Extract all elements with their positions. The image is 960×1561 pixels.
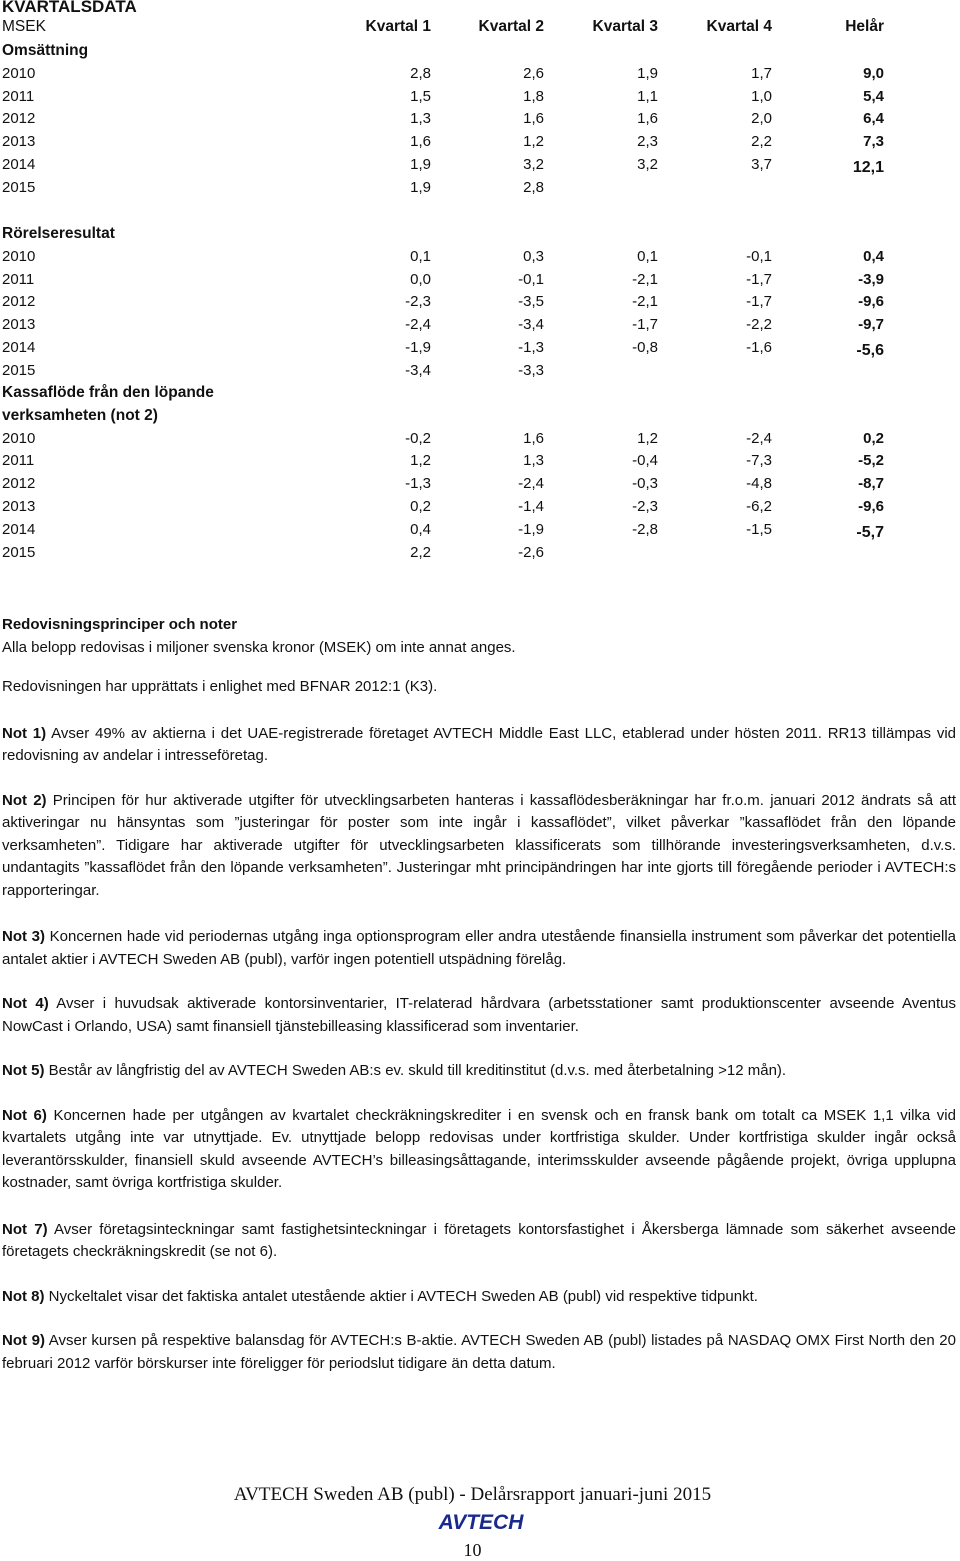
note-text: Avser kursen på respektive balansdag för AVTECH:s B-aktie. AVTECH Sweden AB (publ) listades på NASDAQ OMX First North den 20 februari 2012 varför börskurser inte föreligger för periodslut tidigare än detta datum. — [2, 1332, 956, 1372]
cell-q1: -1,3 — [405, 475, 431, 493]
cell-q1: -1,9 — [405, 339, 431, 356]
row-year: 2011 — [2, 87, 35, 105]
row-year: 2012 — [2, 110, 36, 128]
note-paragraph — [2, 926, 956, 971]
cell-full-year: 6,4 — [863, 110, 884, 128]
note-label: Not 8) — [2, 1287, 45, 1305]
cell-q4: -0,1 — [746, 247, 772, 265]
table-row — [0, 521, 960, 543]
cell-q2: -1,4 — [518, 498, 544, 515]
cell-q1: 0,1 — [410, 247, 431, 265]
note-paragraph — [2, 790, 956, 903]
note-label: Not 1) — [2, 724, 47, 742]
table-row — [0, 339, 960, 361]
table-row — [0, 498, 960, 520]
cell-q3: -0,4 — [632, 452, 658, 470]
cell-full-year: -5,2 — [858, 452, 884, 470]
cell-full-year: -8,7 — [858, 475, 884, 493]
cell-q4: -7,3 — [746, 452, 772, 470]
cell-q4: 3,7 — [751, 156, 772, 173]
cell-q1: 0,2 — [410, 498, 431, 515]
section-label-text: Omsättning — [2, 42, 89, 59]
cell-q1: 1,2 — [410, 452, 431, 470]
cell-full-year: 9,0 — [863, 64, 884, 82]
cell-q3: 3,2 — [637, 156, 658, 173]
note-paragraph — [2, 1219, 956, 1264]
avtech-logo-text: AVTECH — [438, 1511, 524, 1534]
cell-q4: -2,4 — [746, 429, 772, 447]
table-row — [0, 544, 960, 566]
note-paragraph — [2, 1060, 956, 1083]
cell-q4: 2,0 — [751, 110, 772, 128]
cell-full-year: -5,6 — [856, 342, 884, 359]
cell-q3: 1,9 — [637, 64, 658, 82]
note-text: Koncernen hade vid periodernas utgång inga optionsprogram eller andra utestående finansiella instrument som påverkar det potentiella antalet aktier i AVTECH Sweden AB (publ), varför ingen potentiell utspädning förelåg. — [2, 928, 956, 968]
note-text: Avser företagsinteckningar samt fastighetsinteckningar i företagets kontorsfastighet i Åkersberga lämnade som säkerhet avseende företagets checkräkningskredit (se not 6). — [2, 1220, 957, 1260]
table-row — [0, 316, 960, 338]
note-paragraph — [2, 993, 956, 1038]
cell-q4: -1,6 — [746, 339, 772, 356]
notes-paragraph-1: Alla belopp redovisas i miljoner svenska kronor (MSEK) om inte annat anges. — [2, 638, 516, 656]
cell-q1: -2,3 — [405, 293, 431, 311]
note-paragraph — [2, 1330, 956, 1375]
table-row — [0, 271, 960, 293]
cell-full-year: -9,6 — [858, 498, 884, 515]
note-text: Består av långfristig del av AVTECH Sweden AB:s ev. skuld till kreditinstitut (d.v.s. med återbetalning >12 mån). — [44, 1062, 787, 1079]
note-label: Not 5) — [2, 1062, 45, 1079]
cell-q4: 1,0 — [751, 87, 772, 105]
cell-q2: 1,8 — [523, 87, 544, 105]
cell-full-year: 5,4 — [863, 87, 884, 105]
table-row — [0, 248, 960, 270]
row-year: 2014 — [2, 156, 36, 173]
cell-q1: 0,4 — [410, 520, 431, 538]
note-label: Not 7) — [2, 1220, 48, 1238]
cell-q2: -0,1 — [518, 270, 544, 288]
section-label — [0, 42, 960, 64]
cell-q3: 1,1 — [637, 87, 658, 105]
table-row — [0, 293, 960, 315]
row-year: 2015 — [2, 178, 36, 196]
row-year: 2010 — [2, 247, 36, 265]
cell-q3: 1,2 — [637, 429, 658, 447]
note-text: Principen för hur aktiverade utgifter för utvecklingsarbeten hanteras i kassaflödesberäkningar har fr.o.m. januari 2012 ändrats så att aktiveringar nu hänsyntas som ”justeringar för poster som inte ingår i kassaflödet”, vilket påverkar ”kassaflödet från den löpande verksamheten”. Tidigare har aktiverade utgifter för utvecklingsarbeten klassificerats som tillhörande investeringsverksamheten, d.v.s. undantagits ”kassaflödet från den löpande verksamheten”. Justeringar mht principändringen har inte gjorts till föregående perioder i AVTECH:s rapporteringar. — [2, 791, 956, 899]
note-label: Not 9) — [2, 1332, 45, 1349]
cell-full-year: -9,6 — [858, 293, 884, 311]
table-row — [0, 452, 960, 474]
row-year: 2010 — [2, 64, 36, 82]
cell-full-year: -9,7 — [858, 316, 884, 334]
cell-q1: 1,3 — [410, 110, 431, 128]
row-year: 2010 — [2, 429, 36, 447]
cell-q2: -1,9 — [518, 520, 544, 538]
row-year: 2012 — [2, 293, 36, 311]
cell-q4: -4,8 — [746, 475, 772, 493]
page-title: KVARTALSDATA — [2, 0, 137, 16]
note-label: Not 3) — [2, 928, 45, 945]
table-row — [0, 88, 960, 110]
cell-q2: -3,3 — [518, 361, 544, 379]
cell-q3: -2,1 — [632, 270, 658, 288]
cell-full-year: 0,4 — [863, 247, 884, 265]
section-label — [0, 384, 960, 406]
section-label — [0, 225, 960, 247]
cell-full-year: 0,2 — [863, 429, 884, 447]
note-paragraph — [2, 1286, 956, 1309]
cell-q1: 1,5 — [410, 87, 431, 105]
row-year: 2013 — [2, 316, 36, 334]
cell-q2: -2,6 — [518, 543, 544, 561]
cell-q3: -1,7 — [632, 316, 658, 334]
cell-q4: -1,7 — [746, 293, 772, 311]
col-header-q2: Kvartal 2 — [478, 18, 544, 35]
section-label-text: Kassaflöde från den löpande — [2, 384, 214, 401]
table-row — [0, 110, 960, 132]
cell-q2: 1,6 — [523, 429, 544, 447]
cell-q4: -1,5 — [746, 520, 772, 538]
cell-q3: 1,6 — [637, 110, 658, 128]
cell-q1: 1,6 — [410, 133, 431, 151]
notes-section — [2, 614, 956, 1375]
cell-full-year: 12,1 — [852, 159, 884, 176]
cell-q1: 0,0 — [410, 270, 431, 288]
row-year: 2011 — [2, 270, 35, 288]
cell-q4: 2,2 — [751, 133, 772, 151]
cell-q2: 1,3 — [523, 452, 544, 470]
cell-q3: -2,8 — [632, 520, 658, 538]
cell-q3: 2,3 — [637, 133, 658, 151]
cell-q2: 3,2 — [523, 156, 544, 173]
footer-text: AVTECH Sweden AB (publ) - Delårsrapport januari-juni 2015 — [233, 1484, 712, 1505]
col-header-q4: Kvartal 4 — [706, 18, 772, 35]
table-row — [0, 156, 960, 178]
cell-q2: 2,6 — [523, 64, 544, 82]
row-year: 2013 — [2, 133, 36, 151]
note-text: Avser i huvudsak aktiverade kontorsinventarier, IT-relaterad hårdvara (arbetsstationer samt produktionscenter avseende Aventus NowCast i Orlando, USA) samt finansiell tjänstebilleasing klassificerad som inventarier. — [2, 995, 956, 1035]
notes-heading: Redovisningsprinciper och noter — [2, 616, 238, 633]
row-year: 2013 — [2, 498, 36, 515]
note-paragraph — [2, 723, 956, 768]
note-paragraph — [2, 1105, 956, 1195]
note-text: Koncernen hade per utgången av kvartalet checkräkningskrediter i en svensk och en fransk bank om totalt ca MSEK 1,1 vilka vid kvartalets utgång inte var utnyttjade. Ev. utnyttjade belopp redovisas under kortfristiga skulder. Under kortfristiga skulder ingår också leverantörsskulder, finansiell skuld avseende AVTECH’s billeasingsåttagande, interimsskulder avseende pågående projekt, övriga upplupna kostnader, samt övriga kortfristiga skulder. — [2, 1106, 956, 1191]
table-row — [0, 362, 960, 384]
row-year: 2015 — [2, 543, 36, 561]
note-text: Avser 49% av aktierna i det UAE-registrerade företaget AVTECH Middle East LLC, etablerad under hösten 2011. RR13 tillämpas vid redovisning av andelar i intresseföretag. — [2, 724, 957, 764]
cell-q1: -3,4 — [405, 361, 431, 379]
table-row — [0, 133, 960, 155]
cell-q1: -0,2 — [405, 429, 431, 447]
cell-q4: 1,7 — [751, 64, 772, 82]
table-row — [0, 65, 960, 87]
avtech-logo — [427, 1510, 535, 1534]
table-header — [0, 18, 960, 40]
row-year: 2014 — [2, 339, 36, 356]
table-row — [0, 179, 960, 201]
row-year: 2014 — [2, 520, 36, 538]
note-text: Nyckeltalet visar det faktiska antalet utestående aktier i AVTECH Sweden AB (publ) vid respektive tidpunkt. — [44, 1287, 758, 1305]
cell-q2: 1,6 — [523, 110, 544, 128]
cell-q2: 1,2 — [523, 133, 544, 151]
col-header-full-year: Helår — [845, 18, 884, 35]
cell-q1: 2,8 — [410, 64, 431, 82]
cell-q1: 2,2 — [410, 543, 431, 561]
cell-q3: -2,3 — [632, 498, 658, 515]
table-row — [0, 430, 960, 452]
notes-paragraph-2: Redovisningen har upprättats i enlighet med BFNAR 2012:1 (K3). — [2, 678, 438, 695]
section-label-text: Rörelseresultat — [2, 225, 115, 242]
page-number: 10 — [463, 1540, 482, 1560]
unit-label: MSEK — [2, 18, 46, 35]
cell-q3: -0,3 — [632, 475, 658, 493]
table-row — [0, 475, 960, 497]
section-label — [0, 407, 960, 429]
cell-q1: -2,4 — [405, 316, 431, 334]
cell-q2: 2,8 — [523, 178, 544, 196]
row-year: 2011 — [2, 452, 35, 470]
col-header-q1: Kvartal 1 — [365, 18, 431, 35]
cell-q2: -3,4 — [518, 316, 544, 334]
cell-full-year: -3,9 — [858, 270, 884, 288]
cell-q3: -2,1 — [632, 293, 658, 311]
note-label: Not 4) — [2, 995, 49, 1012]
cell-full-year: -5,7 — [856, 523, 884, 541]
note-label: Not 2) — [2, 791, 47, 809]
cell-q1: 1,9 — [410, 156, 431, 173]
cell-q3: 0,1 — [637, 247, 658, 265]
cell-q2: -1,3 — [518, 339, 544, 356]
cell-q1: 1,9 — [410, 178, 431, 196]
cell-full-year: 7,3 — [863, 133, 884, 151]
cell-q3: -0,8 — [632, 339, 658, 356]
cell-q4: -6,2 — [746, 498, 772, 515]
cell-q4: -1,7 — [746, 270, 772, 288]
row-year: 2015 — [2, 361, 36, 379]
cell-q4: -2,2 — [746, 316, 772, 334]
cell-q2: 0,3 — [523, 247, 544, 265]
section-label-text: verksamheten (not 2) — [2, 406, 158, 424]
row-year: 2012 — [2, 475, 36, 493]
note-label: Not 6) — [2, 1106, 47, 1124]
col-header-q3: Kvartal 3 — [592, 18, 658, 35]
cell-q2: -2,4 — [518, 475, 544, 493]
cell-q2: -3,5 — [518, 293, 544, 311]
